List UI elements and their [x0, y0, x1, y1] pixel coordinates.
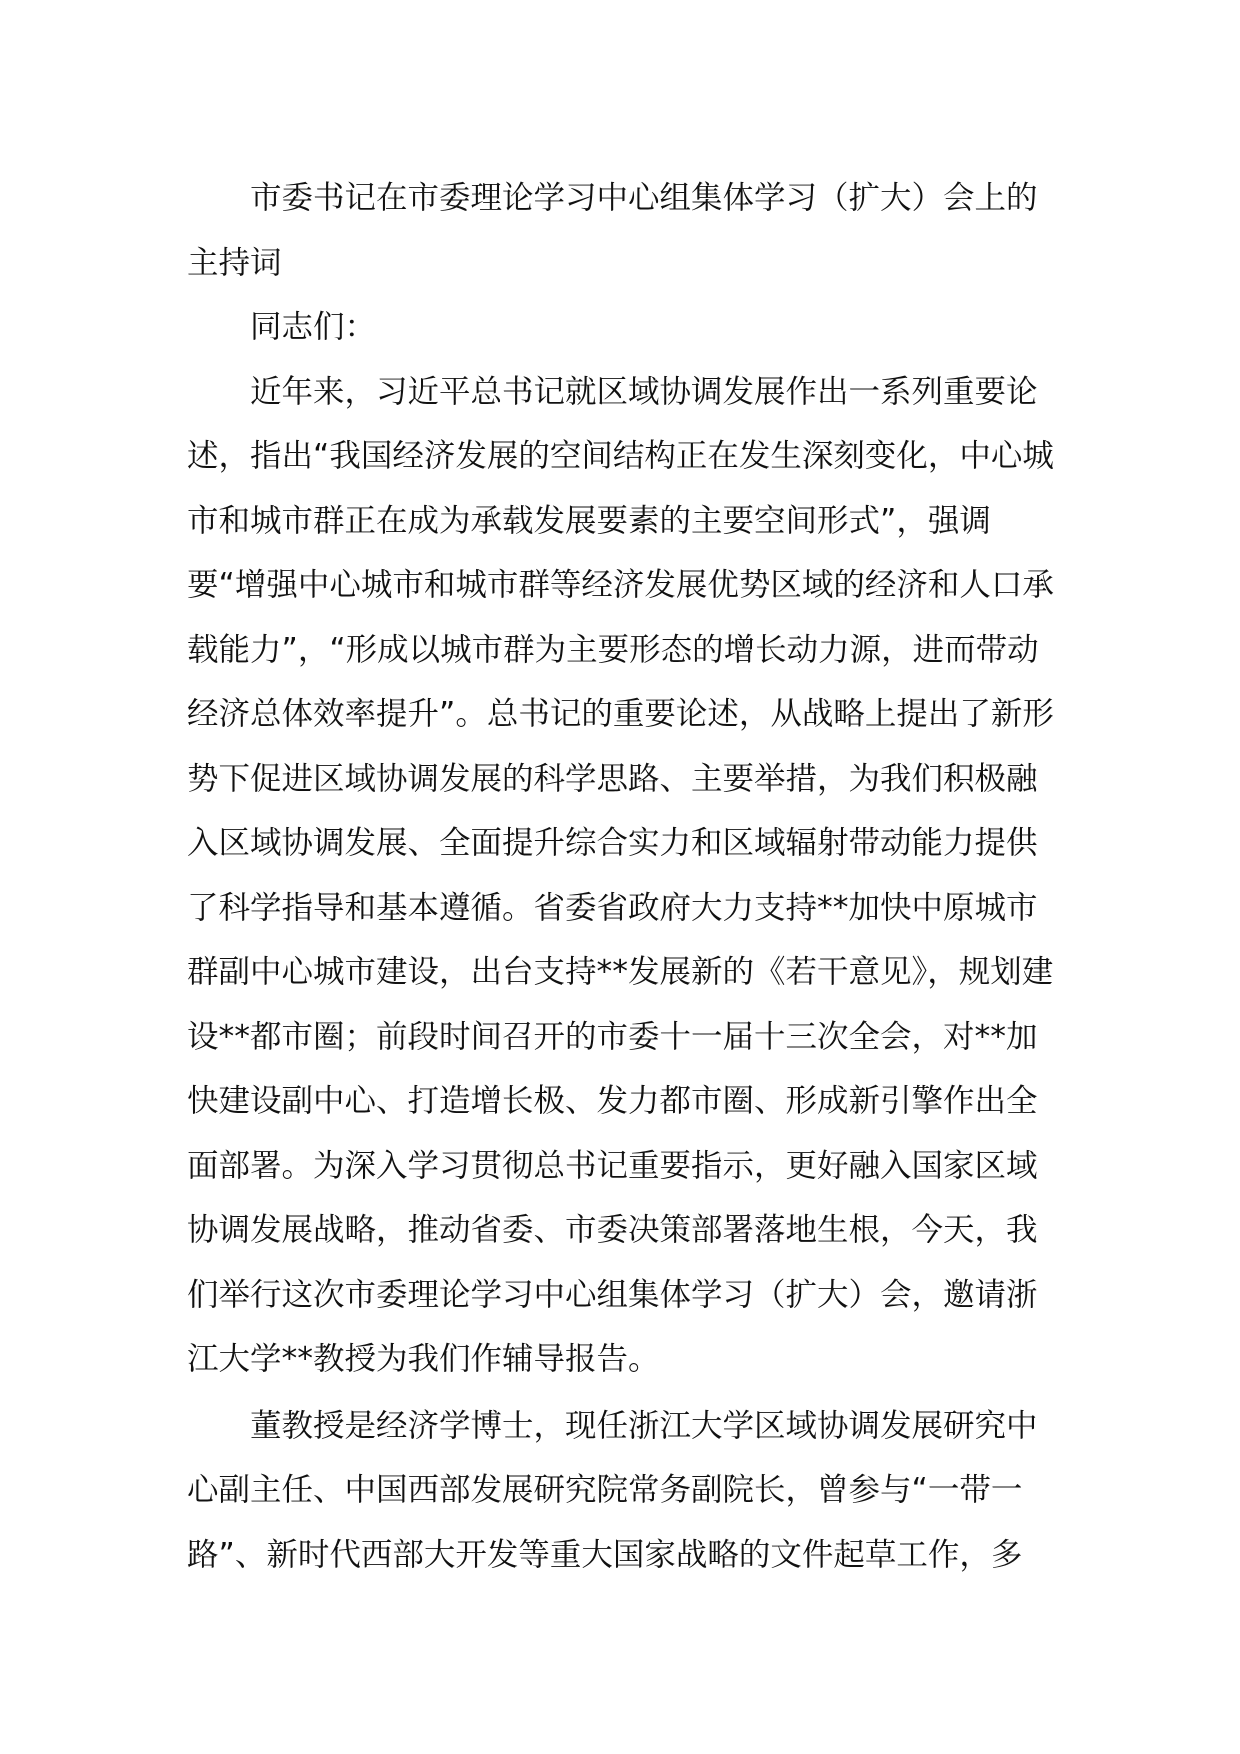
document-body [187, 166, 1067, 1587]
document-title: 市委书记在市委理论学习中心组集体学习（扩大）会上的主持词 [187, 180, 1038, 281]
paragraph-intro: 近年来，习近平总书记就区域协调发展作出一系列重要论述，指出“我国经济发展的空间结构正在发生深刻变化，中心城市和城市群正在成为承载发展要素的主要空间形式”，强调要“增强中心城市和城市群等经济发展优势区域的经济和人口承载能力”，“形成以城市群为主要形态的增长动力源，进而带动经济总体效率提升”。总书记的重要论述，从战略上提出了新形势下促进区域协调发展的科学思路、主要举措，为我们积极融入区域协调发展、全面提升综合实力和区域辐射带动能力提供了科学指导和基本遵循。省委省政府大力支持**加快中原城市群副中心城市建设，出台支持**发展新的《若干意见》，规划建设**都市圈；前段时间召开的市委十一届十三次全会，对**加快建设副中心、打造增长极、发力都市圈、形成新引擎作出全面部署。为深入学习贯彻总书记重要指示，更好融入国家区域协调发展战略，推动省委、市委决策部署落地生根，今天，我们举行这次市委理论学习中心组集体学习（扩大）会，邀请浙江大学**教授为我们作辅导报告。 [187, 373, 1054, 1377]
salutation: 同志们： [250, 309, 377, 345]
paragraph-speaker-bio: 董教授是经济学博士，现任浙江大学区域协调发展研究中心副主任、中国西部发展研究院常务副院长，曾参与“一带一路”、新时代西部大开发等重大国家战略的文件起草工作，多 [187, 1407, 1038, 1573]
